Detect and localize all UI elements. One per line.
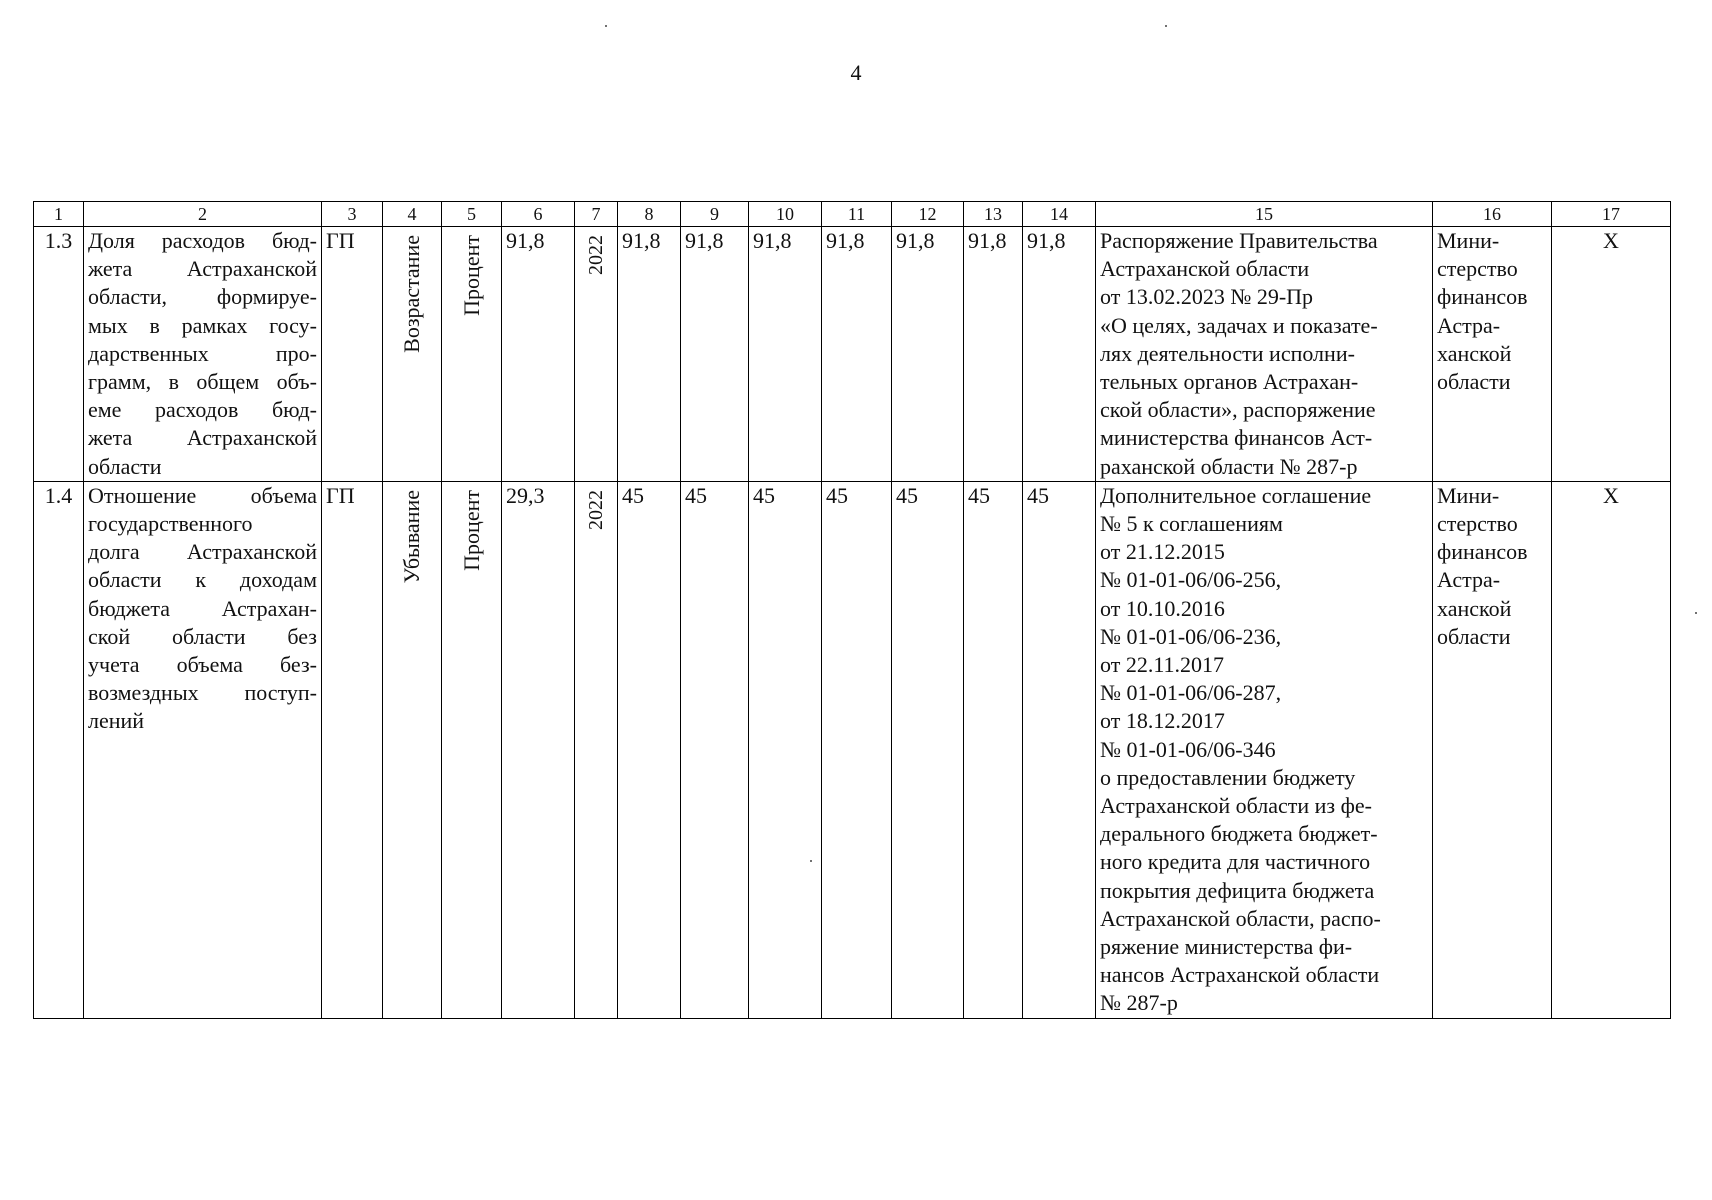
scan-speck — [1695, 612, 1697, 614]
text-line: Астра- — [1437, 567, 1501, 593]
text-line: от 21.12.2015 — [1100, 539, 1225, 565]
x-mark: X — [1552, 227, 1671, 482]
text-line: финансов — [1437, 539, 1528, 565]
column-header: 3 — [322, 202, 383, 227]
text-line: жета Астраханской — [88, 425, 317, 451]
program-type: ГП — [322, 227, 383, 482]
text-line: области — [88, 453, 162, 479]
text-line: возмездных поступ- — [88, 680, 317, 706]
text-line: области — [1437, 623, 1511, 649]
text-line: Доля расходов бюд- — [88, 228, 317, 253]
text-line: области к доходам — [88, 567, 317, 593]
base-value: 29,3 — [502, 481, 575, 1018]
text-line: дарственных про- — [88, 340, 317, 366]
text-line: ской области», распоряжение — [1100, 397, 1376, 423]
text-line: Отношение объема — [88, 482, 317, 508]
text-line: покрытия дефицита бюджета — [1100, 877, 1375, 903]
column-number-row — [34, 202, 1671, 227]
table-row — [34, 227, 1671, 482]
text-line: Астраханской области — [1100, 256, 1310, 282]
text-line: грамм, в общем объ- — [88, 369, 317, 395]
column-header: 13 — [964, 202, 1023, 227]
text-line: долга Астраханской — [88, 539, 317, 565]
text-line: № 01-01-06/06-256, — [1100, 567, 1282, 593]
responsible-body — [1433, 481, 1552, 1018]
indicator-name — [84, 227, 322, 482]
text-line: лений — [88, 708, 145, 734]
column-header: 12 — [892, 202, 964, 227]
text-line: № 01-01-06/06-287, — [1100, 680, 1282, 706]
value-cell: 91,8 — [892, 227, 964, 482]
column-header: 17 — [1552, 202, 1671, 227]
text-line: Астра- — [1437, 312, 1501, 338]
table-row — [34, 481, 1671, 1018]
value-cell: 45 — [892, 481, 964, 1018]
column-header: 5 — [442, 202, 502, 227]
column-header: 15 — [1096, 202, 1433, 227]
text-line: ряжение министерства фи- — [1100, 934, 1353, 960]
value-cell: 45 — [822, 481, 892, 1018]
scan-speck — [1165, 25, 1167, 27]
text-line: ханской — [1437, 340, 1512, 366]
text-line: жета Астраханской — [88, 256, 317, 282]
value-cell: 45 — [749, 481, 822, 1018]
text-line: ской области без — [88, 623, 317, 649]
base-year: 2022 — [584, 235, 607, 275]
trend-label: Убывание — [398, 489, 424, 584]
unit-label: Процент — [458, 235, 484, 316]
column-header: 8 — [618, 202, 681, 227]
row-id: 1.4 — [34, 481, 84, 1018]
unit-cell — [442, 227, 502, 482]
text-line: еме расходов бюд- — [88, 397, 317, 423]
unit-cell — [442, 481, 502, 1018]
text-line: мых в рамках госу- — [88, 312, 317, 338]
value-cell: 45 — [618, 481, 681, 1018]
text-line: финансов — [1437, 284, 1528, 310]
text-line: государственного — [88, 511, 253, 537]
text-line: Распоряжение Правительства — [1100, 228, 1378, 253]
text-line: Дополнительное соглашение — [1100, 482, 1372, 508]
base-year-cell — [575, 227, 618, 482]
value-cell: 45 — [1023, 481, 1096, 1018]
value-cell: 91,8 — [618, 227, 681, 482]
text-line: № 01-01-06/06-236, — [1100, 623, 1282, 649]
text-line: Мини- — [1437, 228, 1500, 253]
value-cell: 45 — [964, 481, 1023, 1018]
base-year-cell — [575, 481, 618, 1018]
trend-cell — [383, 227, 442, 482]
column-header: 9 — [681, 202, 749, 227]
document-reference — [1096, 481, 1433, 1018]
value-cell: 91,8 — [1023, 227, 1096, 482]
unit-label: Процент — [458, 489, 484, 571]
page-number: 4 — [850, 60, 862, 85]
text-line: № 01-01-06/06-346 — [1100, 736, 1276, 762]
text-line: от 10.10.2016 — [1100, 595, 1225, 621]
value-cell: 91,8 — [749, 227, 822, 482]
document-reference — [1096, 227, 1433, 482]
value-cell: 91,8 — [964, 227, 1023, 482]
text-line: Астраханской области из фе- — [1100, 793, 1372, 819]
value-cell: 91,8 — [822, 227, 892, 482]
column-header: 6 — [502, 202, 575, 227]
indicator-name — [84, 481, 322, 1018]
base-value: 91,8 — [502, 227, 575, 482]
text-line: Мини- — [1437, 482, 1500, 508]
column-header: 16 — [1433, 202, 1552, 227]
program-type: ГП — [322, 481, 383, 1018]
column-header: 11 — [822, 202, 892, 227]
text-line: области, формируе- — [88, 284, 317, 310]
row-id: 1.3 — [34, 227, 84, 482]
text-line: «О целях, задачах и показате- — [1100, 312, 1378, 338]
indicators-table — [33, 201, 1671, 1019]
text-line: области — [1437, 369, 1511, 395]
column-header: 1 — [34, 202, 84, 227]
scan-speck — [605, 25, 607, 27]
column-header: 4 — [383, 202, 442, 227]
value-cell: 45 — [681, 481, 749, 1018]
text-line: от 22.11.2017 — [1100, 652, 1225, 678]
text-line: о предоставлении бюджету — [1100, 764, 1356, 790]
x-mark: X — [1552, 481, 1671, 1018]
column-header: 7 — [575, 202, 618, 227]
text-line: Астраханской области, распо- — [1100, 905, 1381, 931]
text-line: от 18.12.2017 — [1100, 708, 1225, 734]
text-line: стерство — [1437, 256, 1518, 282]
trend-label: Возрастание — [398, 235, 424, 353]
base-year: 2022 — [584, 489, 607, 530]
text-line: бюджета Астрахан- — [88, 595, 317, 621]
text-line: раханской области № 287-р — [1100, 453, 1358, 479]
text-line: от 13.02.2023 № 29-Пр — [1100, 284, 1314, 310]
column-header: 14 — [1023, 202, 1096, 227]
text-line: ханской — [1437, 595, 1512, 621]
column-header: 2 — [84, 202, 322, 227]
responsible-body — [1433, 227, 1552, 482]
text-line: тельных органов Астрахан- — [1100, 369, 1359, 395]
column-header: 10 — [749, 202, 822, 227]
text-line: № 287-р — [1100, 990, 1178, 1016]
text-line: стерство — [1437, 511, 1518, 537]
text-line: учета объема без- — [88, 652, 317, 678]
text-line: дерального бюджета бюджет- — [1100, 821, 1378, 847]
text-line: нансов Астраханской области — [1100, 962, 1380, 988]
text-line: № 5 к соглашениям — [1100, 511, 1283, 537]
text-line: лях деятельности исполни- — [1100, 340, 1355, 366]
text-line: ного кредита для частичного — [1100, 849, 1371, 875]
value-cell: 91,8 — [681, 227, 749, 482]
trend-cell — [383, 481, 442, 1018]
text-line: министерства финансов Аст- — [1100, 425, 1373, 451]
